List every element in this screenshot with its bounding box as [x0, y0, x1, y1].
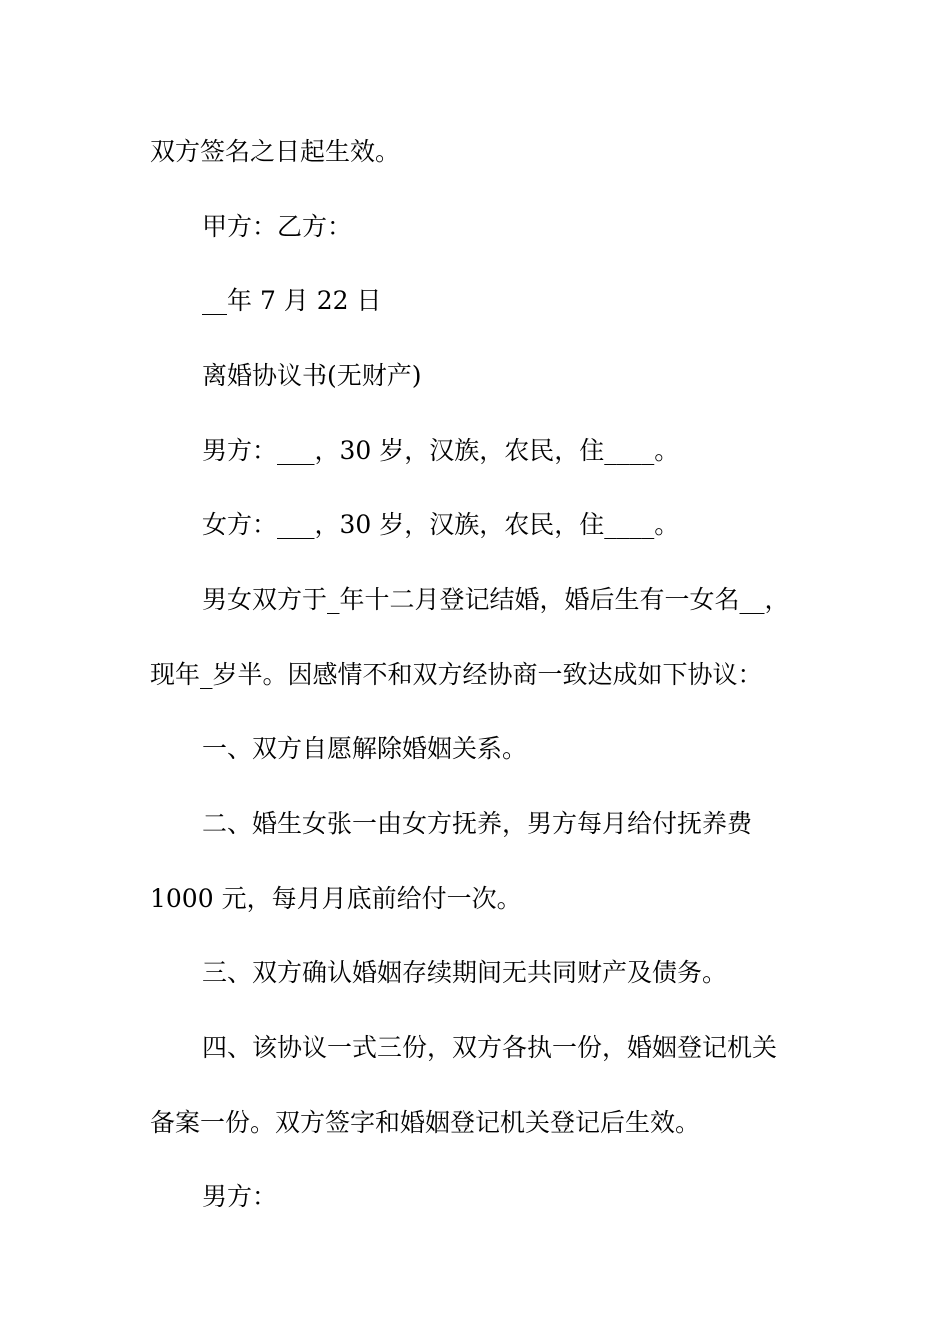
paragraph-line: 男女双方于_年十二月登记结婚，婚后生有一女名__，: [202, 585, 790, 614]
male-party-line: 男方：___，30 岁，汉族，农民，住____。: [202, 436, 680, 465]
clause-4: 四、该协议一式三份，双方各执一份，婚姻登记机关: [202, 1033, 778, 1062]
male-signature-line: 男方：: [202, 1182, 278, 1211]
document-title: 离婚协议书(无财产): [202, 361, 422, 390]
date-line: __年 7 月 22 日: [202, 286, 382, 315]
clause-4-continued: 备案一份。双方签字和婚姻登记机关登记后生效。: [150, 1108, 701, 1137]
clause-2: 二、婚生女张一由女方抚养，男方每月给付抚养费: [202, 809, 753, 838]
female-party-line: 女方：___，30 岁，汉族，农民，住____。: [202, 510, 680, 539]
clause-3: 三、双方确认婚姻存续期间无共同财产及债务。: [202, 958, 728, 987]
paragraph-line: 双方签名之日起生效。: [150, 137, 401, 166]
clause-2-continued: 1000 元，每月月底前给付一次。: [150, 884, 522, 913]
clause-1: 一、双方自愿解除婚姻关系。: [202, 734, 528, 763]
paragraph-line: 现年_岁半。因感情不和双方经协商一致达成如下协议：: [150, 660, 763, 689]
signature-line: 甲方：乙方：: [202, 212, 353, 241]
